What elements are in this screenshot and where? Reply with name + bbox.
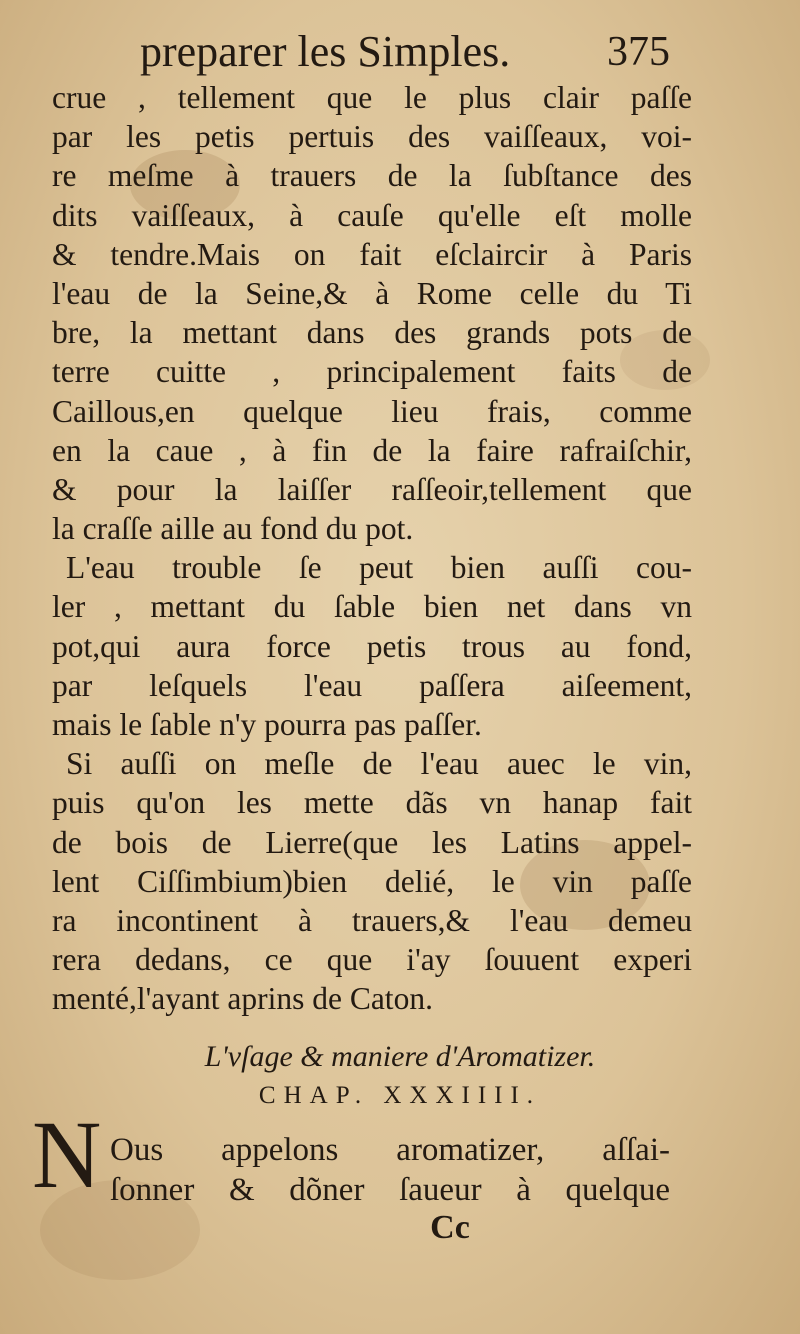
drop-capital: N: [32, 1101, 102, 1208]
section-title: L'vſage & maniere d'Aromatizer.: [204, 1040, 596, 1073]
opening-text: [110, 1130, 670, 1210]
text-line: pot,qui aura force petis trous au fond,: [52, 628, 692, 664]
text-line: & pour la laiſſer raſſeoir,tellement que: [52, 471, 692, 507]
chapter-heading: CHAP. XXXIIII.: [258, 1082, 542, 1109]
running-title: preparer les Simples.: [140, 27, 511, 76]
signature-mark: Cc: [430, 1209, 470, 1246]
text-line: lent Ciſſimbium)bien delié, le vin paſſe: [52, 863, 692, 899]
text-line: rera dedans, ce que i'ay ſouuent experi: [52, 942, 692, 978]
text-line: en la caue , à fin de la faire rafraiſchir,: [52, 432, 692, 468]
text-line: re meſme à trauers de la ſubſtance des: [52, 158, 692, 194]
text-line: & tendre.Mais on fait eſclaircir à Paris: [52, 236, 692, 272]
page-number: 375: [607, 29, 670, 75]
text-line: par les petis pertuis des vaiſſeaux, voi-: [52, 119, 692, 155]
body-text: [52, 78, 692, 1019]
text-line: crue , tellement que le plus clair paſſe: [52, 80, 692, 115]
text-line: ler , mettant du ſable bien net dans vn: [52, 589, 692, 625]
text-line: puis qu'on les mette dãs vn hanap fait: [52, 785, 692, 821]
text-line: mais le ſable n'y pourra pas paſſer.: [52, 707, 482, 742]
text-line: Ous appelons aromatizer, aſſai-: [110, 1132, 670, 1168]
text-line: ra incontinent à trauers,& l'eau demeu: [52, 902, 692, 938]
text-line: Caillous,en quelque lieu frais, comme: [52, 393, 692, 429]
text-line: L'eau trouble ſe peut bien auſſi cou-: [66, 550, 692, 586]
text-line: menté,l'ayant aprins de Caton.: [52, 981, 433, 1017]
text-line: de bois de Lierre(que les Latins appel-: [52, 824, 692, 860]
text-line: l'eau de la Seine,& à Rome celle du Ti: [52, 275, 692, 311]
text-line: ſonner & dõner ſaueur à quelque: [110, 1172, 670, 1208]
text-line: Si auſſi on meſle de l'eau auec le vin,: [66, 746, 692, 782]
text-line: bre, la mettant dans des grands pots de: [52, 315, 692, 351]
text-line: la craſſe aille au fond du pot.: [52, 511, 414, 547]
text-line: terre cuitte , principalement faits de: [52, 354, 692, 390]
text-line: par leſquels l'eau paſſera aiſeement,: [52, 667, 692, 703]
text-line: dits vaiſſeaux, à cauſe qu'elle eſt molle: [52, 197, 692, 233]
running-head: [140, 24, 670, 80]
